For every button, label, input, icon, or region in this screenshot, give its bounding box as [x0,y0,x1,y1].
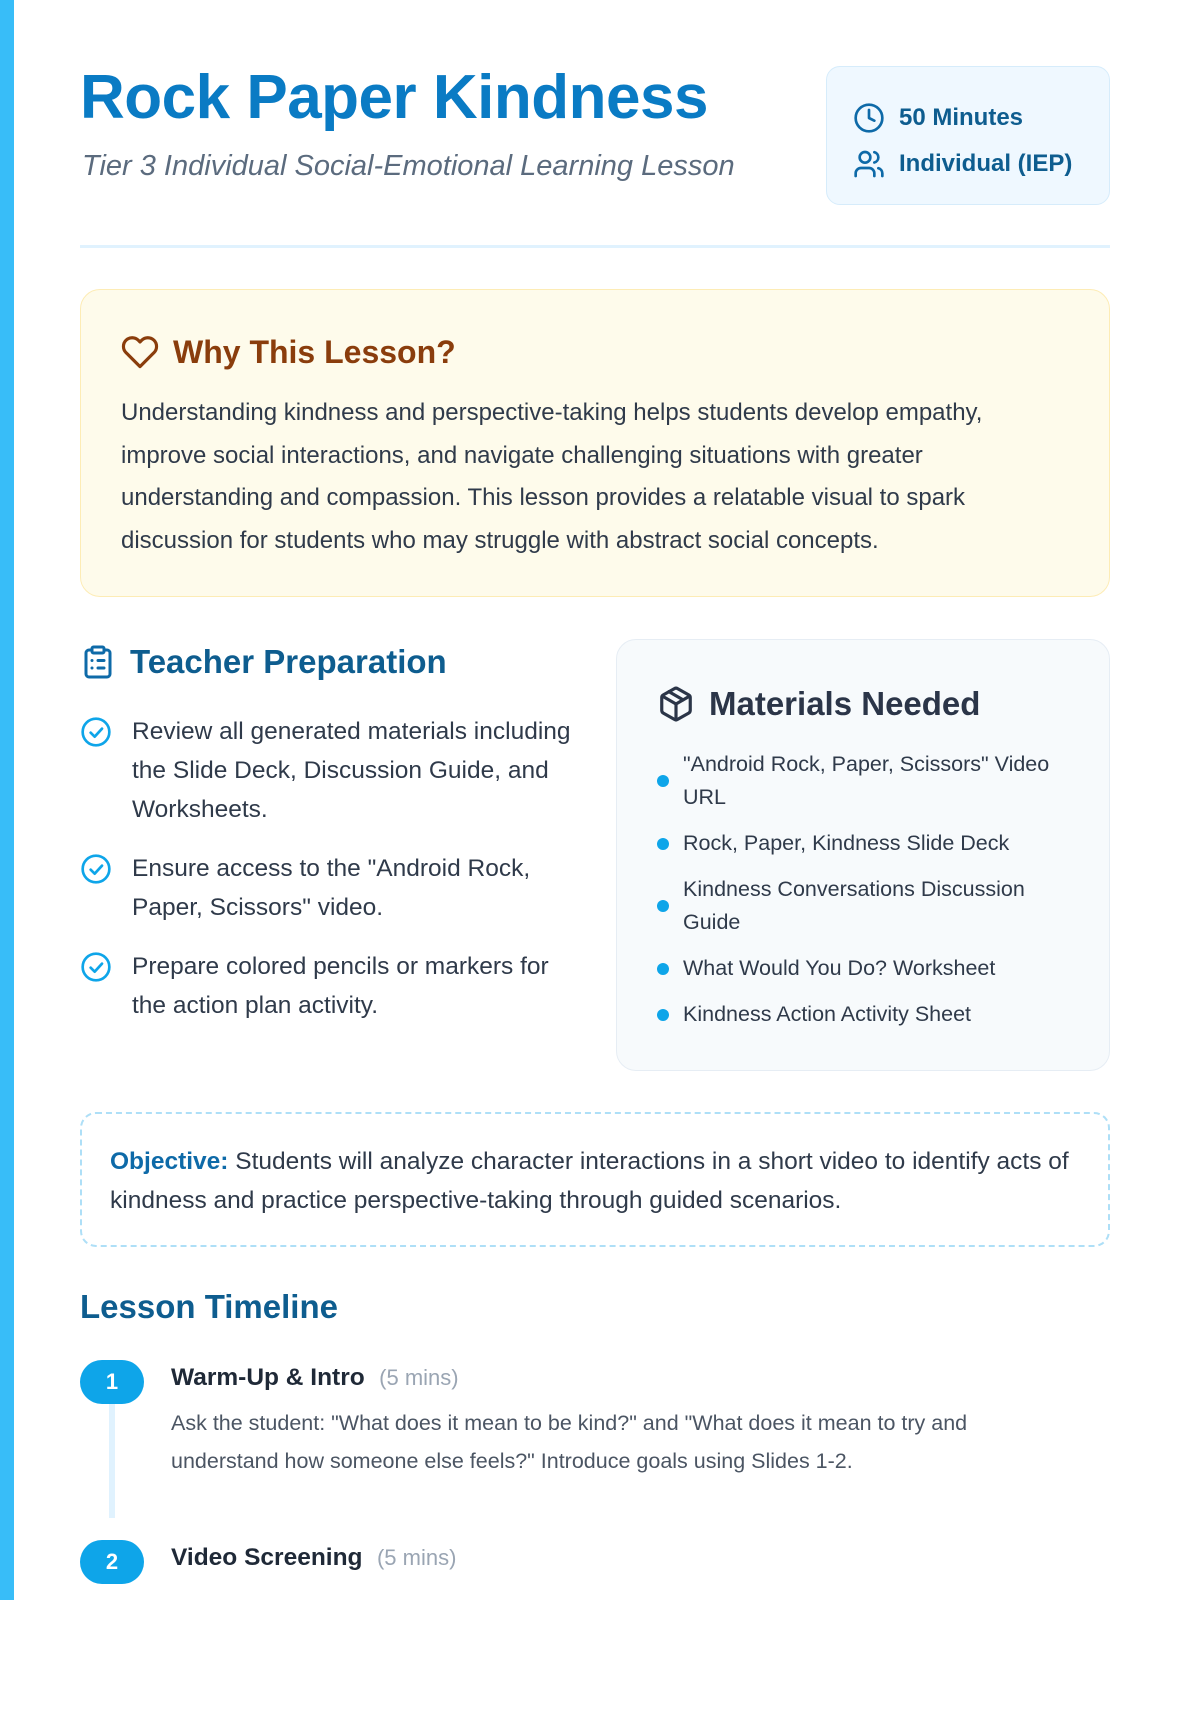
step-title: Video Screening [171,1544,363,1571]
lesson-plan-page [80,0,1110,1574]
prep-heading [80,640,580,684]
format-text: Individual (IEP) [899,150,1073,177]
list-item [657,998,1079,1031]
timeline-step [80,1360,1110,1540]
step-heading [171,1364,459,1392]
list-item [80,947,580,1025]
step-description: Ask the student: "What does it mean to be kind?" and "What does it mean to try and understand how someone else feels?" Introduce goals using Slides 1-2. [171,1411,968,1473]
objective-text: Students will analyze character interactions in a short video to identify acts of kindness and practice perspective-taking through guided scenarios. [110,1148,1069,1214]
material-text: What Would You Do? Worksheet [683,956,996,980]
materials-heading [657,682,1079,726]
heart-icon [121,333,159,371]
timeline-connector [109,1404,115,1518]
step-number-badge: 1 [80,1360,144,1404]
prep-item-text: Prepare colored pencils or markers for the action plan activity. [132,953,549,1019]
list-item [80,712,580,829]
material-text: "Android Rock, Paper, Scissors" Video URL [683,752,1050,809]
lesson-timeline [80,1360,1110,1720]
list-item [80,849,580,927]
material-text: Kindness Action Activity Sheet [683,1002,972,1026]
step-duration: (5 mins) [376,1545,457,1570]
clipboard-icon [80,644,116,680]
bullet-dot [657,1009,669,1021]
left-accent-bar [0,0,14,1600]
material-text: Kindness Conversations Discussion Guide [683,877,1025,934]
package-icon [657,685,695,723]
lesson-meta-box [826,66,1110,205]
step-heading [171,1544,456,1572]
prep-checklist [80,712,580,1025]
materials-list [657,748,1079,1031]
timeline-step [80,1540,1110,1720]
page-subtitle: Tier 3 Individual Social-Emotional Learning Lesson [82,150,735,182]
format-row [853,141,1109,187]
timeline-title: Lesson Timeline [80,1288,338,1325]
check-circle-icon [80,853,112,885]
bullet-dot [657,775,669,787]
bullet-dot [657,838,669,850]
step-duration: (5 mins) [379,1365,459,1390]
list-item [657,748,1079,814]
material-text: Rock, Paper, Kindness Slide Deck [683,831,1010,855]
objective-box [80,1112,1110,1247]
check-circle-icon [80,716,112,748]
bullet-dot [657,963,669,975]
prep-item-text: Review all generated materials including the Slide Deck, Discussion Guide, and Worksheets. [132,718,571,823]
duration-row [853,95,1109,141]
step-title: Warm-Up & Intro [171,1364,365,1391]
prep-title: Teacher Preparation [130,643,447,680]
step-number-badge: 2 [80,1540,144,1584]
clock-icon [853,102,885,134]
prep-item-text: Ensure access to the "Android Rock, Paper, Scissors" video. [132,855,531,921]
bullet-dot [657,900,669,912]
check-circle-icon [80,951,112,983]
objective-label: Objective: [110,1148,229,1175]
duration-text: 50 Minutes [899,104,1024,131]
users-icon [853,148,885,180]
lesson-header [80,0,1110,248]
page-title: Rock Paper Kindness [80,63,708,132]
list-item [657,873,1079,939]
why-title: Why This Lesson? [173,333,456,370]
list-item [657,952,1079,985]
list-item [657,827,1079,860]
teacher-preparation-section [80,640,580,1045]
why-heading [121,330,1069,374]
why-this-lesson-card [80,289,1110,597]
why-text: Understanding kindness and perspective-taking helps students develop empathy, improve social interactions, and navigate challenging situations with greater understanding and compassion. This lesson provides a relatable visual to spark discussion for students who may struggle with abstract social concepts. [121,399,983,554]
objective-paragraph [110,1142,1080,1220]
materials-title: Materials Needed [709,685,981,722]
materials-needed-card [616,639,1110,1071]
